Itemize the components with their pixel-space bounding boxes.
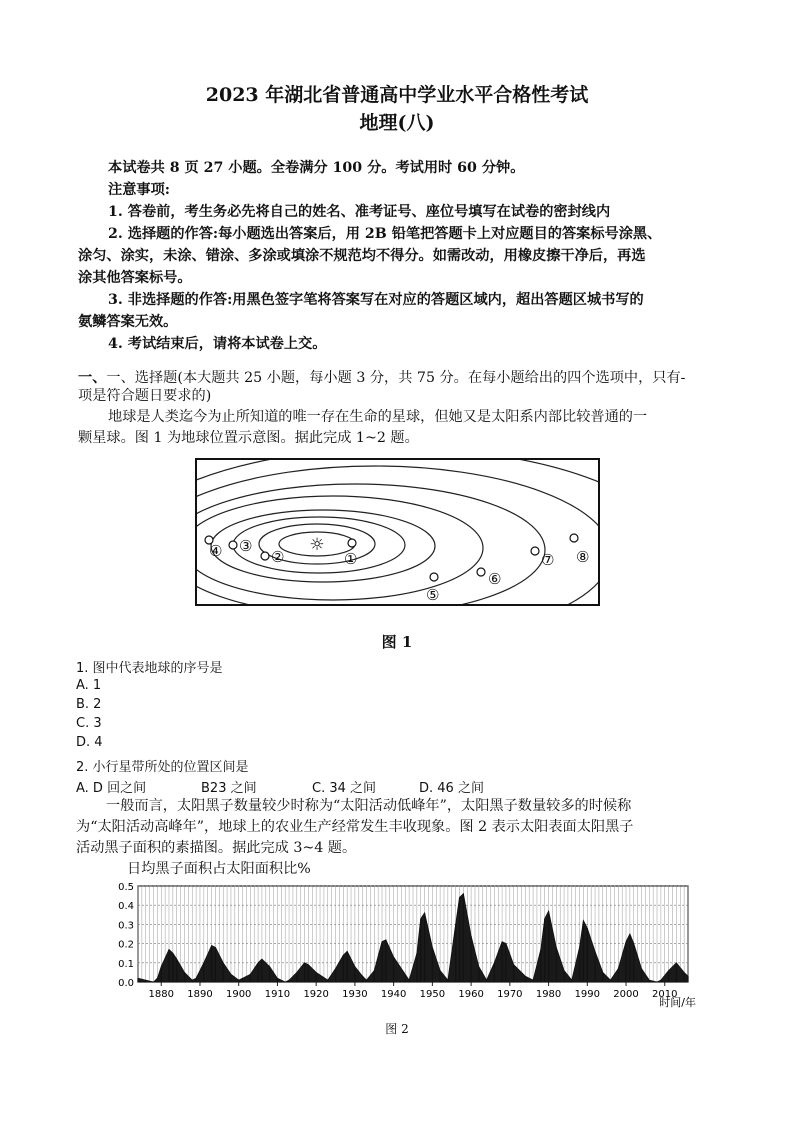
q2-option-b: B23 之间: [201, 781, 257, 796]
section-heading-text: 一、选择题(本大题共 25 小题，每小题 3 分，共 75 分。在每小题给出的四个选项中，只有-: [106, 370, 686, 386]
notice-item-2-line-2: 涂匀、涂实，未涂、错涂、多涂或填涂不规范均不得分。如需改动，用橡皮擦干净后，再选: [78, 248, 646, 264]
x-tick-label: 1990: [574, 989, 601, 1000]
section-heading-line-1: 一、一、选择题(本大题共 25 小题，每小题 3 分，共 75 分。在每小题给出的四个选项中，只有-: [78, 370, 686, 386]
y-tick-label: 0.3: [118, 920, 134, 932]
figure-1-caption: 图 1: [381, 633, 413, 651]
planet-label-1: ①: [344, 550, 358, 568]
passage-1-line-1: 地球是人类迄今为止所知道的唯一存在生命的星球，但她又是太阳系内部比较普通的一: [108, 409, 648, 425]
x-tick-label: 1920: [303, 989, 329, 1000]
x-tick-label: 1900: [225, 989, 252, 1000]
x-axis-label: 时间/年: [659, 996, 696, 1009]
y-axis: [118, 882, 134, 989]
y-tick-label: 0.0: [118, 978, 134, 989]
notice-item-3-line-2: 氨鳞答案无效。: [78, 314, 178, 330]
q2-option-c: C. 34 之间: [312, 781, 377, 796]
x-tick-label: 1970: [497, 989, 523, 1000]
x-tick-label: 1880: [148, 989, 174, 1000]
planet-label-4: ④: [209, 542, 223, 560]
q2-option-a: A. D 回之间: [76, 781, 147, 796]
x-tick-label: 1950: [419, 989, 446, 1000]
intro-text: 本试卷共 8 页 27 小题。全卷满分 100 分。考试用时 60 分钟。: [108, 160, 525, 176]
x-axis: [149, 982, 678, 1000]
planet-2: [261, 552, 269, 560]
planet-8: [570, 534, 578, 542]
y-tick-label: 0.1: [118, 958, 134, 970]
planet-label-8: ⑧: [576, 548, 590, 566]
x-tick-label: 2010: [652, 989, 678, 1000]
y-tick-label: 0.2: [118, 939, 134, 951]
q1-stem: 1. 图中代表地球的序号是: [76, 661, 223, 676]
section-heading-line-2: 项是符合题日要求的): [78, 388, 212, 404]
x-tick-label: 2000: [613, 989, 639, 1000]
x-tick-label: 1960: [458, 989, 484, 1000]
q1-option-b: B. 2: [76, 697, 102, 712]
passage-2-line-3: 活动黑子面积的素描图。据此完成 3~4 题。: [76, 840, 357, 856]
planet-label-6: ⑥: [488, 570, 502, 588]
planet-label-7: ⑦: [541, 551, 555, 569]
passage-2-line-1: 一般而言，太阳黑子数量较少时称为“太阳活动低峰年”，太阳黑子数量较多的时候称: [106, 798, 632, 814]
plot-area: [138, 886, 688, 982]
q2-stem: 2. 小行星带所处的位置区间是: [76, 760, 249, 775]
sunspot-chart: [100, 878, 700, 1012]
planet-3: [229, 541, 237, 549]
notice-item-1: 1. 答卷前，考生务必先将自己的姓名、准考证号、座位号填写在试卷的密封线内: [108, 204, 611, 220]
y-tick-label: 0.4: [118, 901, 134, 913]
q1-option-d: D. 4: [76, 735, 103, 750]
q2-option-d: D. 46 之间: [419, 781, 484, 796]
planet-1: [348, 539, 356, 547]
exam-subtitle: 地理(八): [359, 112, 435, 134]
y-tick-label: 0.5: [118, 882, 134, 893]
passage-1-line-2: 颗星球。图 1 为地球位置示意图。据此完成 1~2 题。: [78, 430, 419, 446]
passage-2-line-2: 为“太阳活动高峰年”，地球上的农业生产经常发生丰收现象。图 2 表示太阳表面太阳黑子: [76, 819, 634, 835]
exam-title: 2023 年湖北省普通高中学业水平合格性考试: [205, 84, 589, 106]
planet-label-5: ⑤: [426, 586, 440, 604]
planet-7: [531, 547, 539, 555]
sun-icon: ☼: [309, 535, 325, 555]
q1-option-a: A. 1: [76, 678, 102, 693]
x-tick-label: 1940: [380, 989, 407, 1000]
x-tick-label: 1910: [264, 989, 291, 1000]
notice-title: 注意事项:: [108, 182, 170, 198]
q1-option-c: C. 3: [76, 716, 102, 731]
notice-item-3-line-1: 3. 非选择题的作答:用黑色签字笔将答案写在对应的答题区域内，超出答题区城书写的: [108, 292, 644, 308]
notice-item-2-line-3: 涂其他答案标号。: [78, 270, 192, 286]
notice-item-4: 4. 考试结束后，请将本试卷上交。: [108, 336, 327, 352]
planet-label-3: ③: [239, 537, 253, 555]
planet-label-2: ②: [271, 548, 285, 566]
chart-title: 日均黑子面积占太阳面积比%: [127, 861, 311, 877]
figure-1-orbit-diagram: [195, 458, 601, 608]
figure-2-caption: 图 2: [385, 1022, 409, 1036]
x-tick-label: 1890: [187, 989, 213, 1000]
x-tick-label: 1980: [535, 989, 562, 1000]
notice-item-2-line-1: 2. 选择题的作答:每小题选出答案后，用 2B 铅笔把答题卡上对应题目的答案标号涂黑、: [108, 226, 662, 242]
x-tick-label: 1930: [342, 989, 368, 1000]
planet-5: [430, 573, 438, 581]
planet-6: [477, 568, 485, 576]
